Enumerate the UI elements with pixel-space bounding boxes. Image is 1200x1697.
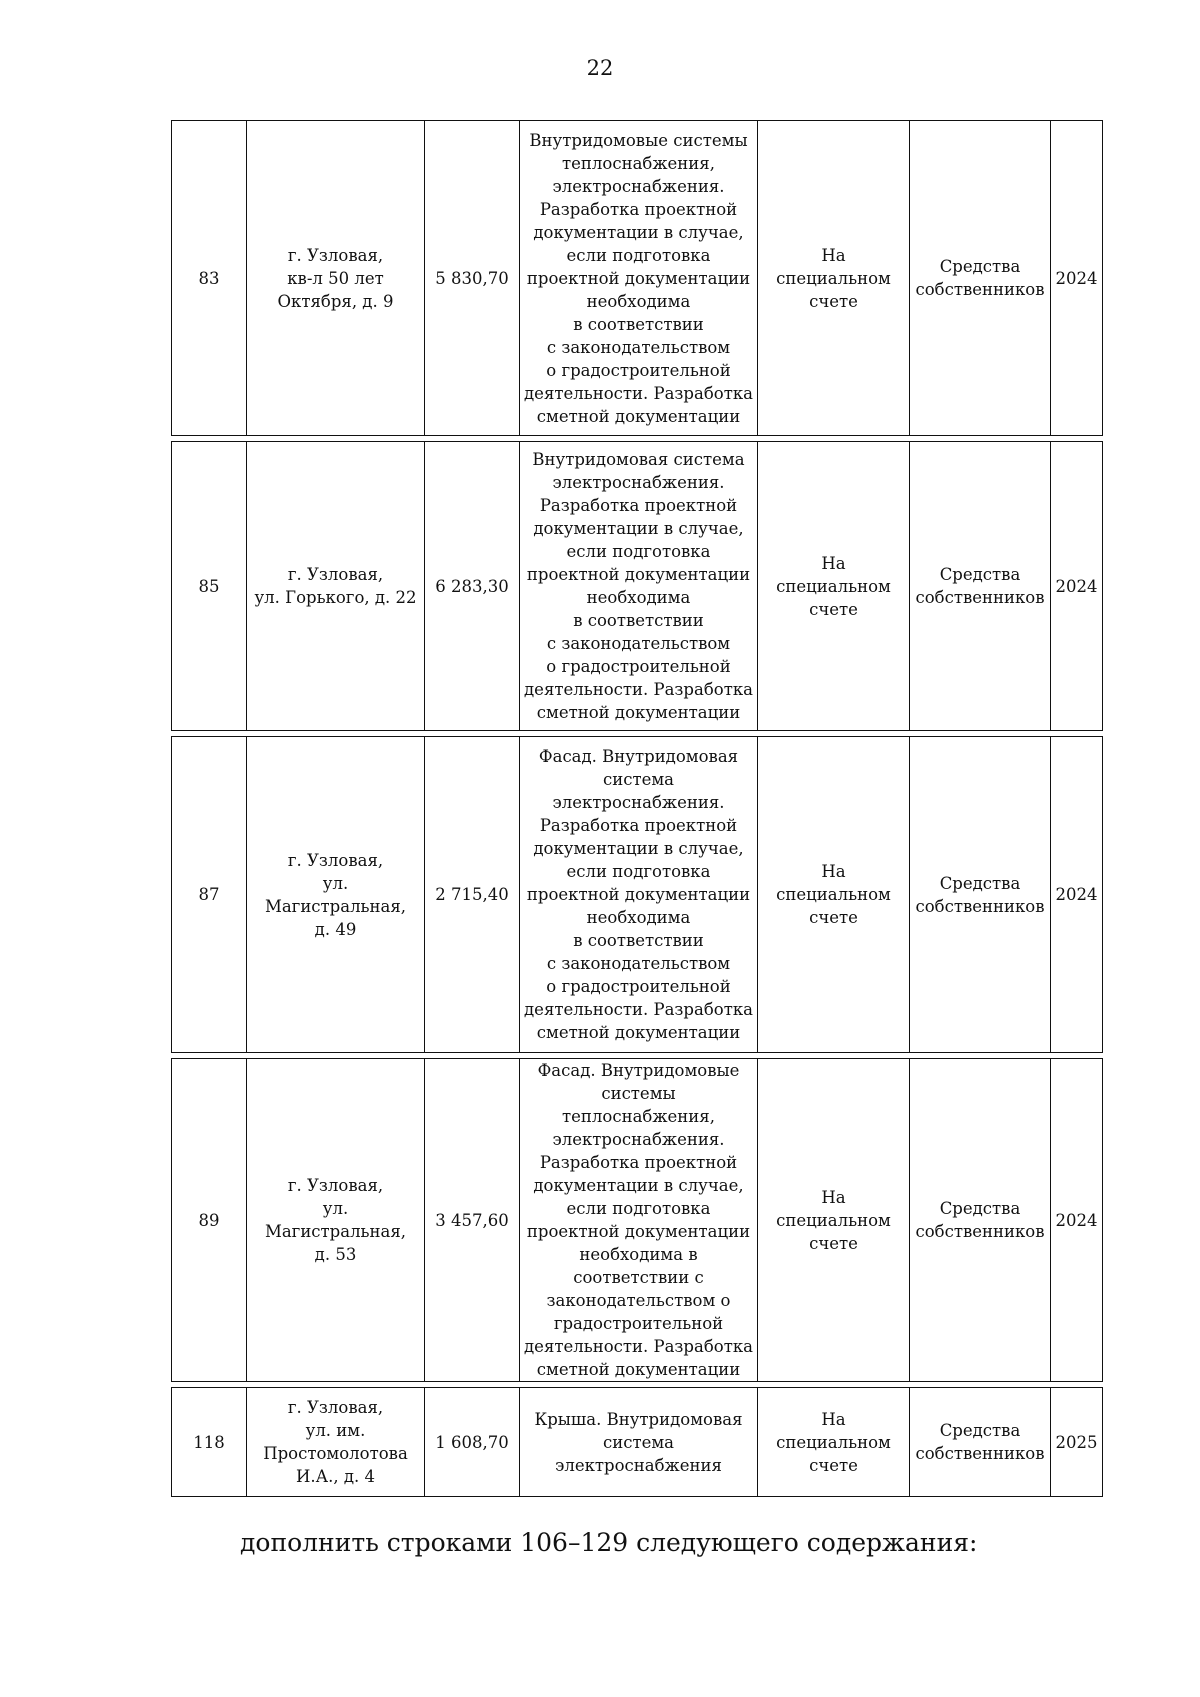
cell-line: соответствии с [573,1268,704,1287]
table-row [171,441,1103,731]
cell-line: в соответствии [573,314,704,334]
cell-year: 2024 [1051,441,1103,731]
cell-area: 5 830,70 [425,120,520,436]
cell-line: И.А., д. 4 [295,1467,375,1486]
cell-line: если подготовка [566,542,711,561]
table-row [171,1387,1103,1497]
cell-line: собственников [915,588,1045,607]
cell-line: Разработка проектной [539,496,738,515]
cell-line: если подготовка [566,245,711,265]
cell-address [247,120,425,436]
cell-fund-location [758,1058,910,1382]
cell-line: На специальном [776,1187,891,1230]
cell-number: 118 [171,1387,247,1497]
cell-line: кв-л 50 лет [287,268,384,288]
cell-line: Простомолотова [263,1444,408,1463]
cell-line: о градостроительной [546,360,731,380]
cell-line: г. Узловая, [287,245,384,265]
cell-works [520,441,758,731]
cell-funding-source [910,120,1051,436]
cell-line: проектной документации [526,268,751,288]
cell-line: с законодательством [546,337,731,357]
cell-line: если подготовка [566,862,711,881]
cell-line: необходима [586,588,691,607]
cell-line: счете [809,1455,858,1475]
cell-line: Внутридомовые системы [529,130,748,150]
cell-line: документации в случае, [533,519,744,538]
cell-address [247,1058,425,1382]
cell-line: проектной документации [526,1222,751,1241]
cell-line: ул. Магистральная, [264,873,407,916]
cell-number: 87 [171,736,247,1053]
cell-works [520,1387,758,1497]
cell-line: Разработка проектной [539,1153,738,1172]
cell-works [520,736,758,1053]
cell-line: Разработка проектной [539,199,738,219]
cell-line: На специальном [776,553,891,596]
cell-line: документации в случае, [533,839,744,858]
cell-line: необходима [586,291,691,311]
cell-line: если подготовка [566,1199,711,1218]
cell-line: в соответствии [573,611,704,630]
cell-year: 2024 [1051,736,1103,1053]
cell-fund-location [758,736,910,1053]
cell-line: Средства [939,1421,1021,1440]
cell-line: сметной документации [536,703,741,722]
cell-line: сметной документации [536,1360,741,1379]
cell-line: деятельности. Разработка [524,1337,753,1356]
cell-fund-location [758,1387,910,1497]
cell-line: законодательством о [546,1291,731,1310]
cell-line: проектной документации [526,885,751,904]
cell-line: в соответствии [573,931,704,950]
cell-line: системы теплоснабжения, [562,1084,715,1126]
cell-year: 2025 [1051,1387,1103,1497]
cell-line: счете [809,599,858,619]
cell-line: собственников [915,1222,1045,1241]
cell-funding-source [910,441,1051,731]
cell-line: проектной документации [526,565,751,584]
cell-line: необходима в [579,1245,698,1264]
cell-line: ул. Горького, д. 22 [254,588,417,607]
table-row [171,736,1103,1053]
cell-line: Разработка проектной [539,816,738,835]
cell-line: ул. Магистральная, [264,1199,407,1241]
cell-line: сметной документации [536,1023,741,1042]
cell-fund-location [758,441,910,731]
cell-line: Фасад. Внутридомовые [537,1061,740,1080]
cell-line: документации в случае, [533,222,744,242]
table-row [171,1058,1103,1382]
cell-line: Внутридомовая система [532,450,745,469]
cell-year: 2024 [1051,120,1103,436]
cell-works [520,120,758,436]
cell-line: необходима [586,908,691,927]
cell-address [247,1387,425,1497]
cell-line: На специальном [776,1409,891,1452]
cell-funding-source [910,1058,1051,1382]
cell-line: собственников [915,1444,1045,1463]
cell-address [247,736,425,1053]
cell-line: г. Узловая, [287,565,384,584]
cell-funding-source [910,736,1051,1053]
cell-area: 1 608,70 [425,1387,520,1497]
cell-line: г. Узловая, [287,850,384,870]
cell-line: с законодательством [546,954,731,973]
cell-year: 2024 [1051,1058,1103,1382]
program-table [171,115,1103,1502]
cell-line: градостроительной [553,1314,724,1333]
cell-line: теплоснабжения, [562,153,715,173]
cell-area: 2 715,40 [425,736,520,1053]
cell-line: Октября, д. 9 [277,291,394,311]
cell-line: деятельности. Разработка [524,383,753,403]
cell-line: Средства [939,873,1021,893]
cell-line: деятельности. Разработка [524,1000,753,1019]
table-body [171,120,1103,1497]
cell-line: На специальном [776,862,891,904]
cell-fund-location [758,120,910,436]
cell-line: счете [809,908,858,927]
cell-number: 89 [171,1058,247,1382]
cell-line: система [602,770,675,789]
cell-line: г. Узловая, [287,1176,384,1195]
cell-line: Средства [939,1199,1021,1218]
cell-line: система электроснабжения [555,1432,722,1475]
cell-line: счете [809,291,858,311]
cell-line: д. 53 [314,1245,357,1264]
cell-line: документации в случае, [533,1176,744,1195]
cell-line: электроснабжения. [552,473,725,492]
page-number: 22 [586,56,614,80]
amendment-text: дополнить строками 106–129 следующего содержания: [240,1528,978,1557]
cell-line: сметной документации [536,406,741,426]
cell-line: электроснабжения. [552,793,725,812]
cell-line: собственников [915,896,1045,916]
cell-line: электроснабжения. [552,1130,725,1149]
cell-line: электроснабжения. [552,176,725,196]
cell-line: о градостроительной [546,657,731,676]
cell-funding-source [910,1387,1051,1497]
cell-line: Фасад. Внутридомовая [538,747,739,766]
cell-line: д. 49 [314,919,357,939]
cell-works [520,1058,758,1382]
cell-line: Средства [939,257,1021,276]
cell-line: Средства [939,565,1021,584]
cell-line: На специальном [776,245,891,288]
cell-line: с законодательством [546,634,731,653]
cell-area: 3 457,60 [425,1058,520,1382]
cell-line: ул. им. [305,1421,366,1440]
cell-line: собственников [915,280,1045,299]
cell-line: г. Узловая, [287,1398,384,1417]
cell-line: деятельности. Разработка [524,680,753,699]
cell-line: Крыша. Внутридомовая [534,1409,743,1429]
table-row [171,120,1103,436]
cell-number: 85 [171,441,247,731]
cell-address [247,441,425,731]
cell-line: счете [809,1233,858,1253]
cell-line: о градостроительной [546,977,731,996]
cell-number: 83 [171,120,247,436]
cell-area: 6 283,30 [425,441,520,731]
